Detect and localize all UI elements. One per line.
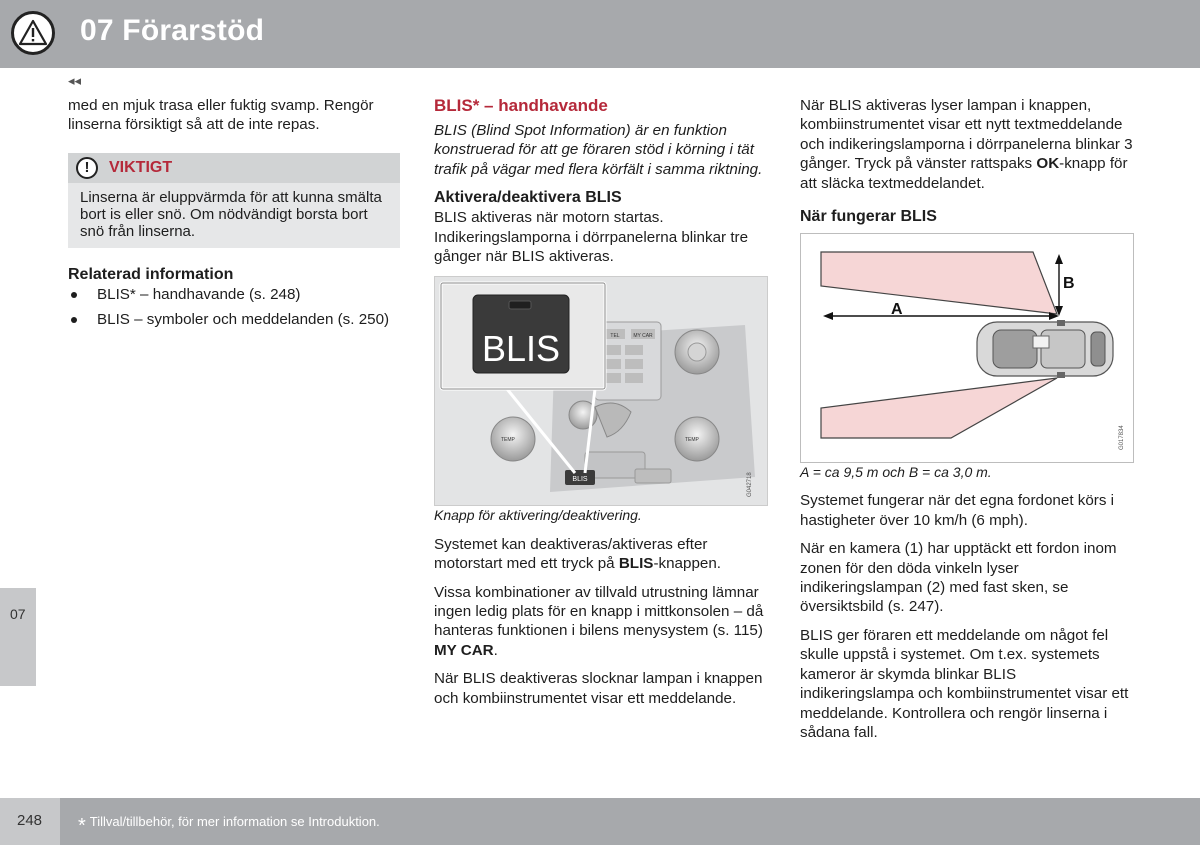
chapter-tab-label: 07 xyxy=(10,606,26,622)
text-run: Vissa kombinationer av tillvald utrustning lämnar ingen ledig plats för en knapp i mittkonsolen – då hanteras funktionen i bilens menysystem (s. 115) xyxy=(434,583,764,640)
text-run: Systemet kan deaktiveras/aktiveras efter motorstart med ett tryck på xyxy=(434,535,708,573)
blind-spot-zone-illustration xyxy=(801,234,1133,462)
right-zone xyxy=(821,378,1057,438)
chapter-title: 07 Förarstöd xyxy=(80,14,265,47)
mycar-key-label: MY CAR xyxy=(633,333,653,340)
text-run: -knapp för att släcka textmeddelandet. xyxy=(800,155,1128,192)
column-right xyxy=(800,96,1134,751)
speed-paragraph: Systemet fungerar när det egna fordonet körs i hastigheter över 10 km/h (6 mph). xyxy=(800,492,1115,529)
deactivate-paragraph xyxy=(434,535,768,574)
column-left xyxy=(68,96,401,336)
temp-left-label: TEMP xyxy=(501,437,515,444)
exclamation-icon: ! xyxy=(76,157,98,179)
back-navigation-icon[interactable]: ◂◂ xyxy=(68,73,82,88)
text-run: -knappen. xyxy=(653,555,722,573)
footnote xyxy=(78,814,380,838)
chapter-tab xyxy=(0,588,36,686)
diagram-caption: A = ca 9,5 m och B = ca 3,0 m. xyxy=(800,464,992,481)
important-notice-text: Linserna är eluppvärmda för att kunna smälta bort is eller snö. Om nödvändigt borsta bort snö från linserna. xyxy=(80,188,382,240)
section-intro: BLIS (Blind Spot Information) är en funktion konstruerad för att ge föraren stöd i körning i tät trafik på vägar med flera körfält i samma riktning. xyxy=(434,122,763,178)
blis-key-name: BLIS xyxy=(618,555,654,573)
footnote-text: Tillval/tillbehör, för mer information se Introduktion. xyxy=(89,814,380,829)
important-notice xyxy=(68,153,400,248)
related-info-heading: Relaterad information xyxy=(68,265,234,283)
console-figure xyxy=(434,276,768,506)
related-info-list xyxy=(68,285,401,330)
text-run: . xyxy=(493,641,498,659)
important-label: VIKTIGT xyxy=(109,158,173,176)
important-notice-header xyxy=(68,153,400,183)
small-blis-label: BLIS xyxy=(572,476,588,484)
page-number: 248 xyxy=(17,812,43,829)
my-car-menu-name: MY CAR xyxy=(434,641,494,659)
warning-triangle-icon xyxy=(11,11,55,55)
fault-paragraph: BLIS ger föraren ett meddelande om något fel skulle uppstå i systemet. Om t.ex. systemets kameror är skymda blinkar BLIS indikeringslampa och kombiinstrumentet visar ett meddelande. Kontrollera och rengör linserna i sådana fall. xyxy=(800,626,1129,741)
left-zone xyxy=(821,252,1057,314)
activation-paragraph xyxy=(800,96,1134,193)
activate-text: BLIS aktiveras när motorn startas. Indikeringslamporna i dörrpanelerna blinkar tre gånger när BLIS aktiveras. xyxy=(434,209,749,266)
text-run: När BLIS aktiveras lyser lampan i knappen, kombiinstrumentet visar ett nytt textmeddelande och indikeringslamporna i dörrpanelerna blinkar 3 gånger. Tryck på vänster rattspaks xyxy=(800,97,1133,173)
section-title: BLIS* – handhavande xyxy=(434,96,608,115)
blis-button-label: BLIS xyxy=(481,328,561,370)
temp-right-label: TEMP xyxy=(685,437,699,444)
distance-label-a: A xyxy=(891,301,903,319)
ok-key-name: OK xyxy=(1036,155,1060,173)
page-number-box xyxy=(0,798,60,845)
camera-paragraph: När en kamera (1) har upptäckt ett fordon inom zonen för den döda vinkeln lyser indikeringslampan (2) med fast sken, se översiktsbild (s. 247). xyxy=(800,540,1117,616)
car-top-view xyxy=(977,320,1113,378)
tel-key-label: TEL xyxy=(610,333,620,340)
console-illustration xyxy=(435,277,767,505)
page-footer xyxy=(0,798,1200,845)
continued-text: med en mjuk trasa eller fuktig svamp. Rengör linserna försiktigt så att de inte repas. xyxy=(68,97,374,134)
chapter-header xyxy=(0,0,1200,68)
related-link-blis-operation[interactable]: BLIS* – handhavande (s. 248) xyxy=(68,285,401,304)
footnote-star: * xyxy=(78,815,86,837)
column-middle xyxy=(434,96,768,717)
when-works-heading: När fungerar BLIS xyxy=(800,208,937,226)
figure-code: G042718 xyxy=(747,472,753,498)
zone-diagram xyxy=(800,233,1134,463)
related-link-blis-symbols[interactable]: BLIS – symboler och meddelanden (s. 250) xyxy=(68,310,401,329)
menu-option-paragraph xyxy=(434,583,768,661)
deactivated-paragraph: När BLIS deaktiveras slocknar lampan i knappen och kombiinstrumentet visar ett meddelande. xyxy=(434,670,763,707)
activate-heading: Aktivera/deaktivera BLIS xyxy=(434,189,622,207)
diagram-code: G017834 xyxy=(1119,425,1125,451)
figure-caption: Knapp för aktivering/deaktivering. xyxy=(434,507,642,524)
distance-label-b: B xyxy=(1063,275,1075,293)
